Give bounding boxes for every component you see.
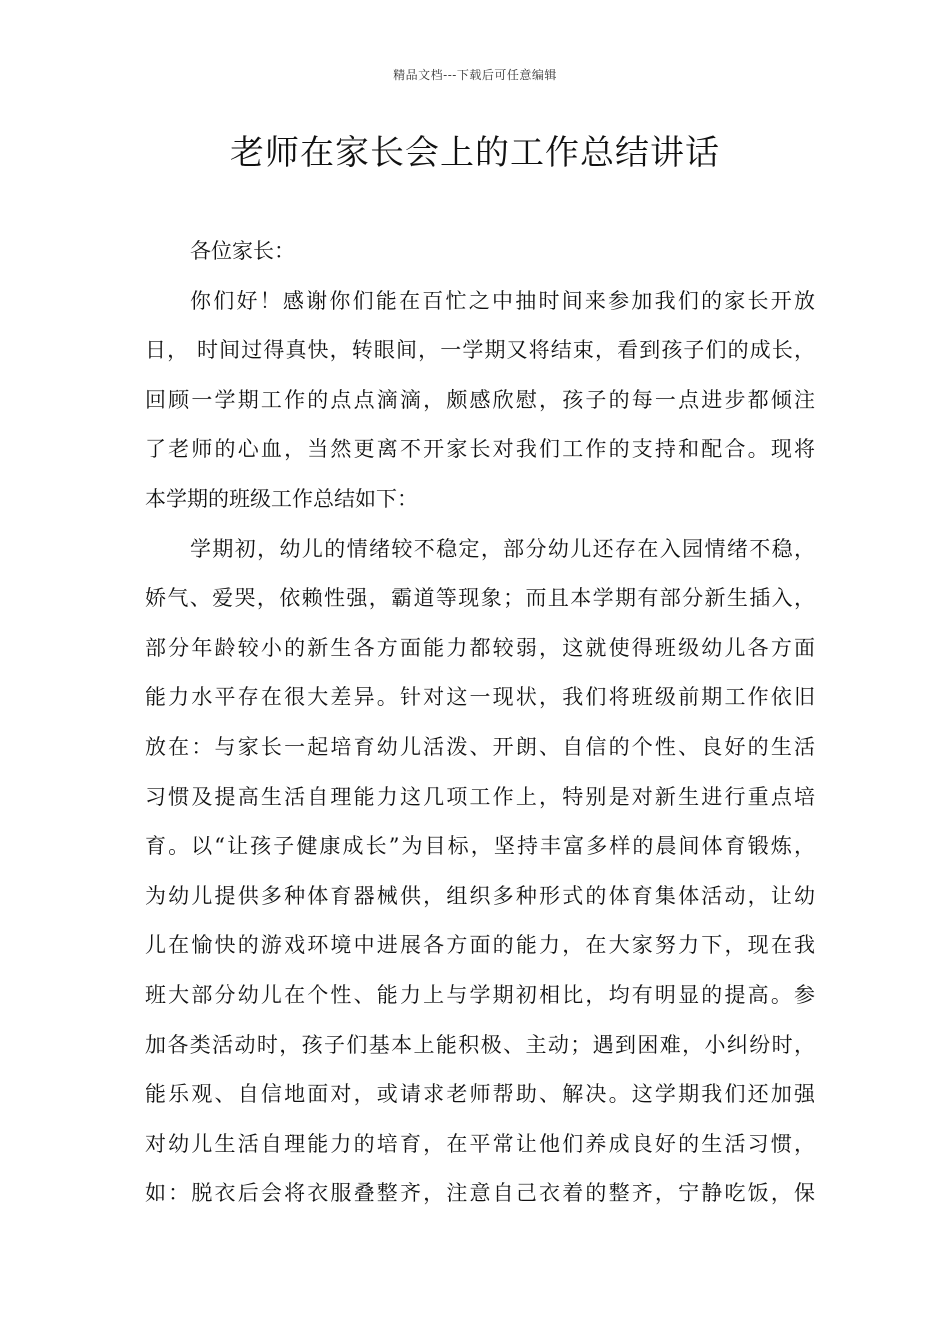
body-line: 学期初，幼儿的情绪较不稳定，部分幼儿还存在入园情绪不稳， [190, 536, 815, 561]
document-title: 老师在家长会上的工作总结讲话 [230, 133, 720, 173]
body-line: 为幼儿提供多种体育器械供，组织多种形式的体育集体活动，让幼 [145, 883, 815, 908]
header-note: 精品文档---下载后可任意编辑 [393, 68, 557, 82]
body-line: 你们好！感谢你们能在百忙之中抽时间来参加我们的家长开放 [190, 288, 815, 313]
body-line: 能力水平存在很大差异。针对这一现状，我们将班级前期工作依旧 [145, 685, 815, 710]
body-line: 部分年龄较小的新生各方面能力都较弱，这就使得班级幼儿各方面 [145, 635, 815, 660]
body-line: 如：脱衣后会将衣服叠整齐，注意自己衣着的整齐，宁静吃饭，保 [145, 1181, 815, 1206]
body-line: 对幼儿生活自理能力的培育，在平常让他们养成良好的生活习惯， [145, 1131, 815, 1156]
body-line: 回顾一学期工作的点点滴滴，颇感欣慰，孩子的每一点进步都倾注 [145, 387, 815, 412]
body-line: 班大部分幼儿在个性、能力上与学期初相比，均有明显的提高。参 [145, 983, 815, 1007]
body-line: 娇气、爱哭，依赖性强，霸道等现象；而且本学期有部分新生插入， [145, 586, 815, 611]
body-line: 儿在愉快的游戏环境中进展各方面的能力，在大家努力下，现在我 [145, 933, 815, 958]
body-line: 放在：与家长一起培育幼儿活泼、开朗、自信的个性、良好的生活 [145, 735, 815, 759]
body-line: 本学期的班级工作总结如下： [145, 487, 418, 511]
body-line: 各位家长： [190, 239, 295, 263]
body-line: 日， 时间过得真快，转眼间，一学期又将结束，看到孩子们的成长， [145, 338, 815, 363]
body-line: 能乐观、自信地面对，或请求老师帮助、解决。这学期我们还加强 [145, 1082, 815, 1107]
body-line: 加各类活动时，孩子们基本上能积极、主动；遇到困难，小纠纷时， [145, 1032, 815, 1057]
body-line: 习惯及提高生活自理能力这几项工作上，特别是对新生进行重点培 [145, 784, 815, 809]
body-line: 育。以“让孩子健康成长”为目标，坚持丰富多样的晨间体育锻炼， [145, 834, 815, 859]
body-line: 了老师的心血，当然更离不开家长对我们工作的支持和配合。现将 [145, 437, 815, 462]
